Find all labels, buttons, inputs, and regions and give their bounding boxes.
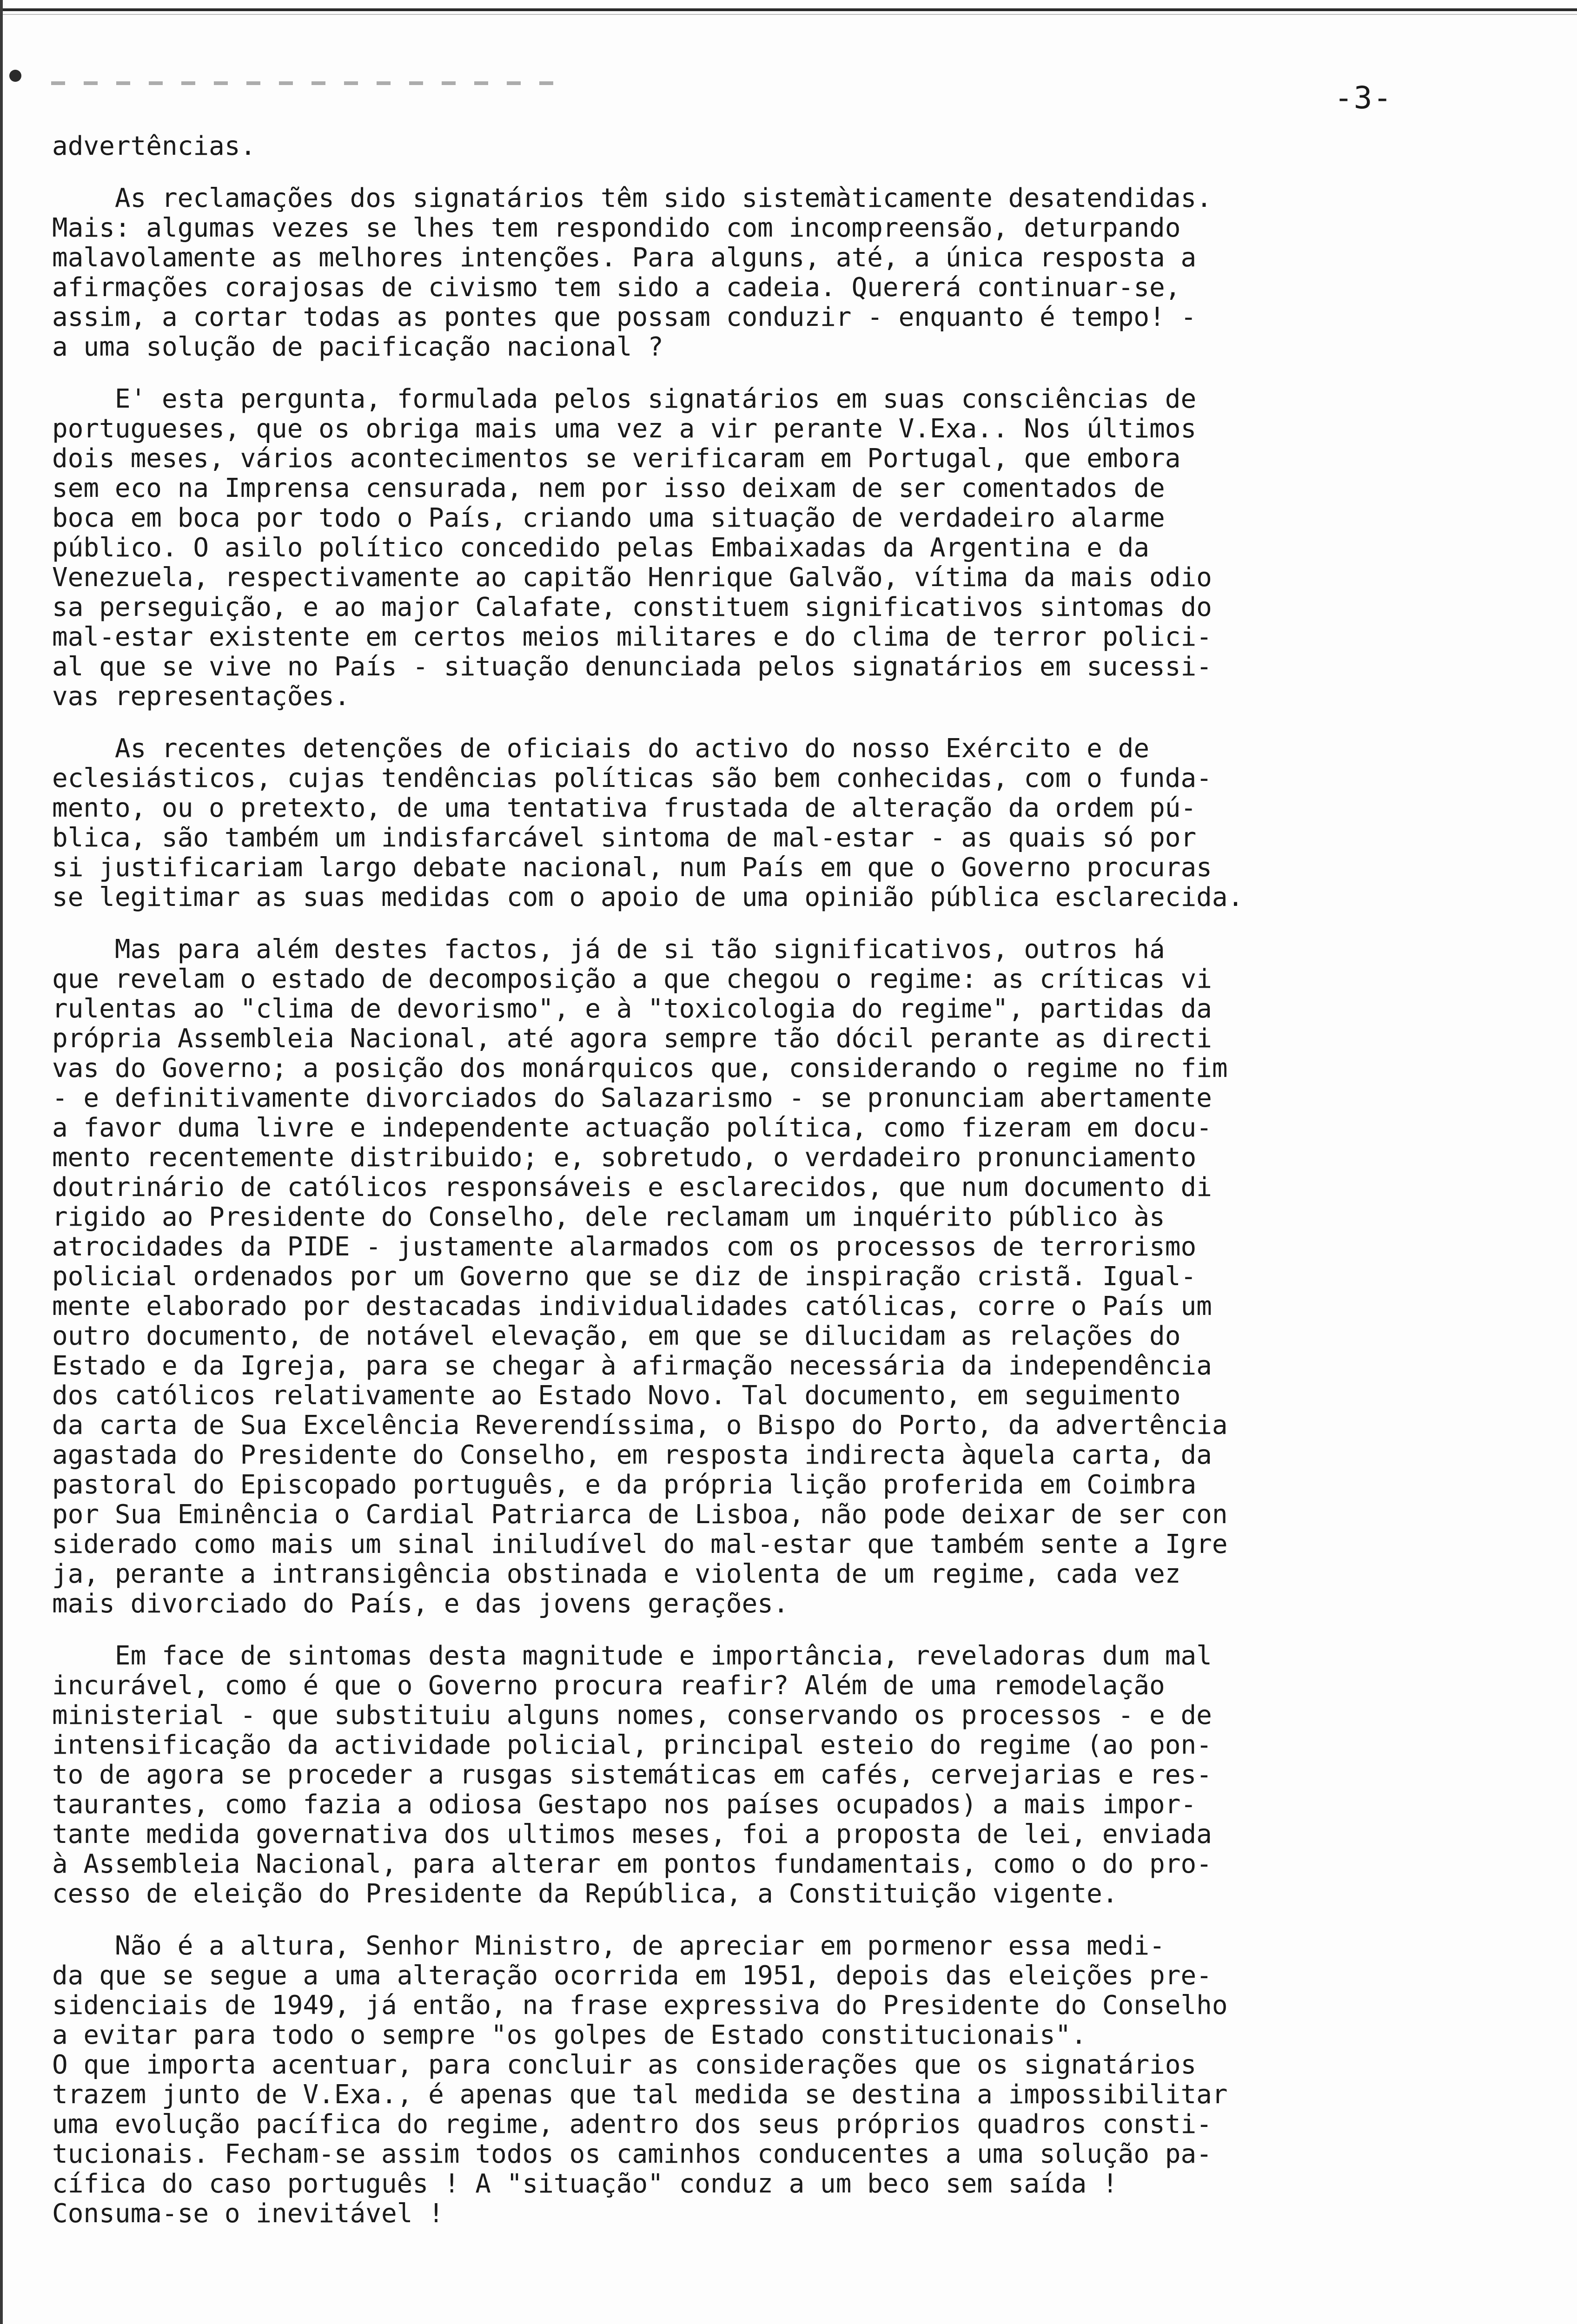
- text-line: própria Assembleia Nacional, até agora sempre tão dócil perante as directi: [52, 1023, 1212, 1054]
- text-line: to de agora se proceder a rusgas sistemáticas em cafés, cervejarias e res-: [52, 1760, 1212, 1790]
- text-line: tucionais. Fecham-se assim todos os caminhos conducentes a uma solução pa-: [52, 2139, 1212, 2169]
- text-line: doutrinário de católicos responsáveis e esclarecidos, que num documento di: [52, 1172, 1212, 1202]
- text-line: cesso de eleição do Presidente da República, a Constituição vigente.: [52, 1879, 1118, 1909]
- paragraph-gap: [52, 712, 1447, 734]
- document-body: [52, 132, 1447, 2229]
- text-line: mente elaborado por destacadas individualidades católicas, corre o País um: [52, 1291, 1212, 1321]
- left-page-edge: [0, 0, 3, 2324]
- text-line: As recentes detenções de oficiais do activo do nosso Exército e de: [52, 733, 1150, 764]
- paragraph-gap: [52, 1619, 1447, 1641]
- text-line: da carta de Sua Excelência Reverendíssima, o Bispo do Porto, da advertência: [52, 1410, 1228, 1440]
- text-line: outro documento, de notável elevação, em que se dilucidam as relações do: [52, 1321, 1181, 1351]
- top-border-line: [0, 8, 1577, 11]
- paragraph-4: [52, 734, 1447, 912]
- text-line: que revelam o estado de decomposição a que chegou o regime: as críticas vi: [52, 964, 1212, 994]
- text-line: mal-estar existente em certos meios militares e do clima de terror polici-: [52, 622, 1212, 652]
- text-line: sidenciais de 1949, já então, na frase expressiva do Presidente do Conselho: [52, 1990, 1228, 2020]
- text-line: eclesiásticos, cujas tendências políticas são bem conhecidas, com o funda-: [52, 763, 1212, 793]
- text-line: blica, são também um indisfarcável sintoma de mal-estar - as quais só por: [52, 823, 1197, 853]
- paragraph-1: [52, 132, 1447, 161]
- text-line: Não é a altura, Senhor Ministro, de apreciar em pormenor essa medi-: [52, 1931, 1165, 1961]
- text-line: intensificação da actividade policial, principal esteio do regime (ao pon-: [52, 1730, 1212, 1760]
- text-line: vas representações.: [52, 681, 350, 712]
- text-line: taurantes, como fazia a odiosa Gestapo nos países ocupados) a mais impor-: [52, 1789, 1197, 1820]
- text-line: mento, ou o pretexto, de uma tentativa frustada de alteração da ordem pú-: [52, 793, 1197, 823]
- text-line: al que se vive no País - situação denunciada pelos signatários em sucessi-: [52, 652, 1212, 682]
- text-line: tante medida governativa dos ultimos meses, foi a proposta de lei, enviada: [52, 1819, 1212, 1849]
- text-line: se legitimar as suas medidas com o apoio de uma opinião pública esclarecida.: [52, 882, 1244, 912]
- stray-ink-mark: [9, 70, 21, 82]
- text-line: ministerial - que substituiu alguns nomes, conservando os processos - e de: [52, 1700, 1212, 1730]
- text-line: portugueses, que os obriga mais uma vez a vir perante V.Exa.. Nos últimos: [52, 414, 1197, 444]
- text-line: Em face de sintomas desta magnitude e importância, reveladoras dum mal: [52, 1641, 1212, 1671]
- paragraph-gap: [52, 161, 1447, 184]
- paragraph-6: [52, 1641, 1447, 1909]
- paragraph-5: [52, 935, 1447, 1619]
- paragraph-2: [52, 184, 1447, 362]
- paragraph-3: [52, 384, 1447, 712]
- text-line: advertências.: [52, 131, 256, 161]
- text-line: As reclamações dos signatários têm sido sistemàticamente desatendidas.: [52, 183, 1212, 213]
- text-line: siderado como mais um sinal iniludível do mal-estar que também sente a Igre: [52, 1529, 1228, 1559]
- text-line: da que se segue a uma alteração ocorrida em 1951, depois das eleições pre-: [52, 1961, 1212, 1991]
- text-line: sem eco na Imprensa censurada, nem por isso deixam de ser comentados de: [52, 473, 1165, 503]
- text-line: O que importa acentuar, para concluir as considerações que os signatários: [52, 2050, 1197, 2080]
- text-line: si justificariam largo debate nacional, num País em que o Governo procuras: [52, 852, 1212, 883]
- page-number: -3-: [1334, 80, 1393, 116]
- text-line: sa perseguição, e ao major Calafate, constituem significativos sintomas do: [52, 592, 1212, 622]
- text-line: Estado e da Igreja, para se chegar à afirmação necessária da independência: [52, 1351, 1212, 1381]
- text-line: público. O asilo político concedido pelas Embaixadas da Argentina e da: [52, 533, 1150, 563]
- text-line: atrocidades da PIDE - justamente alarmados com os processos de terrorismo: [52, 1232, 1197, 1262]
- text-line: vas do Governo; a posição dos monárquicos que, considerando o regime no fim: [52, 1053, 1228, 1083]
- text-line: cífica do caso português ! A "situação" conduz a um beco sem saída !: [52, 2169, 1118, 2199]
- text-line: trazem junto de V.Exa., é apenas que tal medida se destina a impossibilitar: [52, 2080, 1228, 2110]
- text-line: boca em boca por todo o País, criando uma situação de verdadeiro alarme: [52, 503, 1165, 533]
- text-line: ja, perante a intransigência obstinada e violenta de um regime, cada vez: [52, 1559, 1181, 1589]
- text-line: Mais: algumas vezes se lhes tem respondido com incompreensão, deturpando: [52, 213, 1181, 243]
- text-line: malavolamente as melhores intenções. Para alguns, até, a única resposta a: [52, 243, 1197, 273]
- paragraph-gap: [52, 362, 1447, 384]
- text-line: dos católicos relativamente ao Estado Novo. Tal documento, em seguimento: [52, 1380, 1181, 1411]
- text-line: Consuma-se o inevitável !: [52, 2199, 444, 2229]
- text-line: mento recentemente distribuido; e, sobretudo, o verdadeiro pronunciamento: [52, 1142, 1197, 1173]
- text-line: a favor duma livre e independente actuação política, como fizeram em docu-: [52, 1113, 1212, 1143]
- text-line: afirmações corajosas de civismo tem sido a cadeia. Quererá continuar-se,: [52, 272, 1181, 303]
- text-line: rigido ao Presidente do Conselho, dele reclamam um inquérito público às: [52, 1202, 1165, 1232]
- text-line: a evitar para todo o sempre "os golpes de Estado constitucionais".: [52, 2020, 1087, 2050]
- text-line: Venezuela, respectivamente ao capitão Henrique Galvão, vítima da mais odio: [52, 562, 1212, 593]
- text-line: a uma solução de pacificação nacional ?: [52, 332, 663, 362]
- paragraph-gap: [52, 1909, 1447, 1931]
- text-line: uma evolução pacífica do regime, adentro dos seus próprios quadros consti-: [52, 2109, 1212, 2139]
- text-line: agastada do Presidente do Conselho, em resposta indirecta àquela carta, da: [52, 1440, 1212, 1470]
- scan-smudge: [51, 81, 553, 85]
- text-line: rulentas ao "clima de devorismo", e à "toxicologia do regime", partidas da: [52, 994, 1212, 1024]
- text-line: pastoral do Episcopado português, e da própria lição proferida em Coimbra: [52, 1470, 1197, 1500]
- paragraph-gap: [52, 912, 1447, 935]
- text-line: assim, a cortar todas as pontes que possam conduzir - enquanto é tempo! -: [52, 302, 1197, 332]
- text-line: - e definitivamente divorciados do Salazarismo - se pronunciam abertamente: [52, 1083, 1212, 1113]
- text-line: policial ordenados por um Governo que se diz de inspiração cristã. Igual-: [52, 1261, 1197, 1292]
- text-line: Mas para além destes factos, já de si tão significativos, outros há: [52, 934, 1165, 964]
- top-border-shadow: [0, 14, 1577, 15]
- text-line: mais divorciado do País, e das jovens gerações.: [52, 1589, 789, 1619]
- text-line: dois meses, vários acontecimentos se verificaram em Portugal, que embora: [52, 443, 1181, 474]
- paragraph-7: [52, 1931, 1447, 2229]
- text-line: E' esta pergunta, formulada pelos signatários em suas consciências de: [52, 384, 1197, 414]
- text-line: incurável, como é que o Governo procura reafir? Além de uma remodelação: [52, 1670, 1165, 1701]
- text-line: por Sua Eminência o Cardial Patriarca de Lisboa, não pode deixar de ser con: [52, 1499, 1228, 1530]
- text-line: à Assembleia Nacional, para alterar em pontos fundamentais, como o do pro-: [52, 1849, 1212, 1879]
